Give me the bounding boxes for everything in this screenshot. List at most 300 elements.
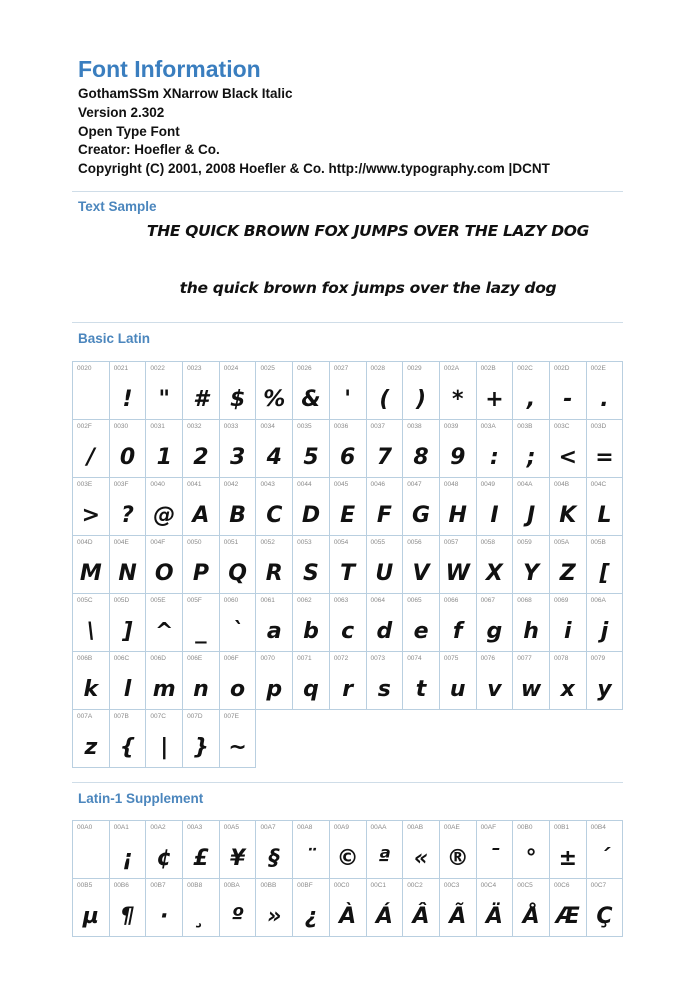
glyph-cell	[146, 821, 183, 879]
glyph-code: 0066	[443, 597, 459, 604]
glyph-cell	[403, 478, 440, 536]
glyph-char: ¸	[195, 904, 207, 929]
glyph-cell	[403, 536, 440, 594]
glyph-char: E	[340, 503, 356, 528]
divider	[72, 191, 623, 192]
glyph-char: !	[122, 387, 133, 412]
glyph-cell	[476, 362, 513, 420]
glyph-char: )	[416, 387, 427, 412]
glyph-char: ?	[121, 503, 134, 528]
glyph-char: #	[193, 387, 209, 412]
glyph-code: 0063	[333, 597, 349, 604]
glyph-cell	[73, 652, 110, 710]
glyph-code: 0047	[407, 481, 422, 488]
glyph-code: 0028	[370, 365, 385, 372]
glyph-code: 0032	[187, 423, 202, 430]
glyph-code: 003A	[480, 423, 496, 430]
glyph-cell	[183, 478, 220, 536]
glyph-char: ¡	[122, 846, 133, 871]
glyph-cell	[293, 362, 330, 420]
glyph-cell	[109, 879, 146, 937]
glyph-char: *	[451, 387, 464, 412]
glyph-code: 00A8	[297, 824, 313, 831]
glyph-char: ª	[378, 846, 391, 871]
glyph-code: 00B1	[553, 824, 570, 831]
glyph-code: 00A3	[187, 824, 203, 831]
glyph-char: ¿	[304, 904, 318, 929]
glyph-char: ,	[526, 387, 536, 412]
glyph-cell	[549, 536, 586, 594]
glyph-char: '	[344, 387, 352, 412]
glyph-code: 0059	[517, 539, 532, 546]
glyph-char: 0	[119, 445, 136, 470]
glyph-char: ^	[155, 619, 174, 644]
glyph-cell	[219, 652, 256, 710]
glyph-code: 0035	[297, 423, 312, 430]
glyph-code: 00BB	[260, 882, 277, 889]
glyph-char: O	[154, 561, 174, 586]
glyph-code: 004F	[150, 539, 166, 546]
glyph-cell	[586, 536, 623, 594]
glyph-code: 0025	[260, 365, 275, 372]
glyph-cell	[476, 821, 513, 879]
glyph-cell	[513, 821, 550, 879]
glyph-char: |	[160, 735, 169, 760]
glyph-char: y	[597, 677, 612, 702]
glyph-code: 003B	[517, 423, 533, 430]
glyph-char: ¢	[156, 846, 172, 871]
glyph-code: 007E	[223, 713, 239, 720]
glyph-char: $	[229, 387, 246, 412]
glyph-cell	[439, 362, 476, 420]
glyph-cell	[146, 594, 183, 652]
glyph-code: 0040	[150, 481, 165, 488]
glyph-cell	[256, 536, 293, 594]
glyph-cell	[219, 821, 256, 879]
glyph-code: 005D	[113, 597, 130, 604]
basic-latin-grid	[72, 361, 623, 768]
glyph-char: M	[79, 561, 102, 586]
glyph-code: 0074	[407, 655, 422, 662]
empty-cell	[329, 710, 366, 768]
glyph-code: 006D	[150, 655, 166, 662]
glyph-cell	[146, 536, 183, 594]
glyph-cell	[513, 362, 550, 420]
glyph-cell	[219, 420, 256, 478]
glyph-code: 005A	[553, 539, 570, 546]
empty-cell	[439, 710, 476, 768]
glyph-cell	[109, 594, 146, 652]
glyph-cell	[439, 478, 476, 536]
glyph-cell	[586, 478, 623, 536]
glyph-char: ;	[526, 445, 536, 470]
glyph-cell	[366, 478, 403, 536]
glyph-char: J	[527, 503, 536, 528]
glyph-code: 00B0	[517, 824, 533, 831]
glyph-char: Ä	[485, 904, 503, 929]
glyph-code: 0043	[260, 481, 275, 488]
glyph-cell	[329, 420, 366, 478]
glyph-char: N	[118, 561, 137, 586]
glyph-code: 00C6	[553, 882, 570, 889]
glyph-cell	[219, 710, 256, 768]
glyph-code: 00C1	[370, 882, 387, 889]
glyph-code: 002D	[553, 365, 570, 372]
glyph-cell	[439, 420, 476, 478]
empty-cell	[586, 710, 623, 768]
glyph-cell	[293, 420, 330, 478]
glyph-char: A	[192, 503, 210, 528]
glyph-code: 0038	[407, 423, 422, 430]
glyph-code: 0051	[223, 539, 239, 546]
glyph-cell	[219, 362, 256, 420]
glyph-code: 0026	[297, 365, 312, 372]
font-creator: Creator: Hoefler & Co.	[78, 142, 220, 157]
glyph-char: f	[452, 619, 463, 644]
glyph-code: 002E	[590, 365, 606, 372]
glyph-cell	[183, 536, 220, 594]
glyph-char: ¶	[120, 904, 135, 929]
glyph-code: 00A1	[113, 824, 129, 831]
glyph-cell	[513, 420, 550, 478]
glyph-code: 00B4	[590, 824, 606, 831]
glyph-code: 0067	[480, 597, 496, 604]
glyph-char: p	[266, 677, 283, 702]
glyph-code: 0077	[517, 655, 532, 662]
glyph-cell	[293, 652, 330, 710]
glyph-cell	[513, 879, 550, 937]
glyph-char: [	[599, 561, 610, 586]
glyph-char: Ã	[449, 904, 467, 929]
glyph-char: ©	[336, 846, 359, 871]
glyph-cell	[73, 420, 110, 478]
glyph-char: `	[232, 619, 244, 644]
glyph-char: i	[564, 619, 572, 644]
glyph-code: 0065	[407, 597, 422, 604]
font-name: GothamSSm XNarrow Black Italic	[78, 86, 293, 101]
glyph-cell	[256, 420, 293, 478]
latin1-grid	[72, 820, 623, 937]
glyph-cell	[476, 594, 513, 652]
empty-cell	[476, 710, 513, 768]
glyph-char: x	[560, 677, 575, 702]
glyph-code: 00C7	[590, 882, 607, 889]
glyph-cell	[109, 536, 146, 594]
glyph-cell	[366, 536, 403, 594]
glyph-code: 0069	[553, 597, 569, 604]
glyph-char: »	[267, 904, 282, 929]
glyph-code: 0050	[187, 539, 202, 546]
glyph-code: 00B5	[77, 882, 93, 889]
glyph-char: "	[158, 387, 170, 412]
glyph-code: 00A7	[260, 824, 276, 831]
glyph-char: ´	[598, 846, 610, 871]
grid-row	[73, 652, 623, 710]
glyph-cell	[549, 594, 586, 652]
glyph-char: o	[230, 677, 246, 702]
glyph-cell	[219, 594, 256, 652]
page-title: Font Information	[78, 56, 261, 82]
glyph-code: 0036	[333, 423, 349, 430]
glyph-char: R	[265, 561, 283, 586]
glyph-char: µ	[82, 904, 99, 929]
glyph-code: 006B	[77, 655, 93, 662]
glyph-char: ¥	[229, 846, 246, 871]
glyph-cell	[403, 420, 440, 478]
glyph-cell	[329, 362, 366, 420]
glyph-code: 00B7	[150, 882, 166, 889]
glyph-cell	[219, 879, 256, 937]
glyph-code: 0057	[443, 539, 459, 546]
grid-row	[73, 478, 623, 536]
glyph-code: 0034	[260, 423, 275, 430]
glyph-char: 1	[156, 445, 172, 470]
glyph-char: %	[263, 387, 286, 412]
glyph-code: 0062	[297, 597, 312, 604]
glyph-cell	[586, 879, 623, 937]
glyph-char: s	[377, 677, 391, 702]
glyph-cell	[513, 478, 550, 536]
glyph-char: 9	[450, 445, 466, 470]
glyph-code: 006E	[187, 655, 203, 662]
glyph-code: 00A5	[223, 824, 239, 831]
glyph-cell	[183, 652, 220, 710]
glyph-code: 005C	[77, 597, 93, 604]
glyph-cell	[146, 652, 183, 710]
glyph-char: C	[266, 503, 283, 528]
glyph-char: Æ	[555, 904, 580, 929]
glyph-char: v	[487, 677, 502, 702]
glyph-code: 0042	[223, 481, 239, 488]
glyph-code: 00A0	[77, 824, 93, 831]
glyph-cell	[476, 536, 513, 594]
glyph-cell	[146, 362, 183, 420]
glyph-cell	[109, 710, 146, 768]
grid-row	[73, 362, 623, 420]
glyph-code: 0041	[187, 481, 202, 488]
glyph-cell	[256, 362, 293, 420]
glyph-cell	[73, 594, 110, 652]
glyph-char: h	[523, 619, 539, 644]
glyph-cell	[549, 821, 586, 879]
glyph-code: 003E	[77, 481, 93, 488]
glyph-cell	[403, 594, 440, 652]
glyph-char: I	[490, 503, 499, 528]
glyph-char: F	[376, 503, 392, 528]
glyph-char: a	[266, 619, 282, 644]
glyph-code: 0054	[333, 539, 349, 546]
glyph-char: u	[449, 677, 466, 702]
glyph-char: }	[193, 735, 209, 760]
glyph-char: Å	[522, 904, 540, 929]
empty-cell	[293, 710, 330, 768]
glyph-char: Y	[523, 561, 540, 586]
glyph-code: 007C	[150, 713, 166, 720]
glyph-cell	[293, 478, 330, 536]
glyph-cell	[109, 652, 146, 710]
glyph-code: 006F	[223, 655, 239, 662]
glyph-cell	[329, 821, 366, 879]
glyph-code: 00AF	[480, 824, 497, 831]
glyph-code: 00A2	[150, 824, 166, 831]
glyph-cell	[476, 652, 513, 710]
glyph-code: 0079	[590, 655, 606, 662]
glyph-cell	[476, 879, 513, 937]
glyph-char: §	[268, 846, 280, 871]
glyph-cell	[366, 879, 403, 937]
glyph-char: l	[123, 677, 132, 702]
grid-row	[73, 879, 623, 937]
glyph-code: 00AA	[370, 824, 387, 831]
glyph-code: 004A	[517, 481, 533, 488]
glyph-code: 00B6	[113, 882, 129, 889]
glyph-cell	[586, 821, 623, 879]
glyph-code: 0078	[553, 655, 569, 662]
glyph-code: 0049	[480, 481, 496, 488]
glyph-cell	[109, 821, 146, 879]
glyph-cell	[219, 478, 256, 536]
glyph-code: 0056	[407, 539, 422, 546]
grid-row	[73, 821, 623, 879]
glyph-cell	[549, 879, 586, 937]
empty-cell	[549, 710, 586, 768]
glyph-code: 003F	[113, 481, 129, 488]
glyph-cell	[256, 478, 293, 536]
glyph-code: 006A	[590, 597, 606, 604]
glyph-cell	[146, 879, 183, 937]
empty-cell	[513, 710, 550, 768]
glyph-code: 0053	[297, 539, 312, 546]
glyph-char: =	[595, 445, 614, 470]
glyph-code: 004D	[77, 539, 93, 546]
glyph-char: w	[520, 677, 542, 702]
glyph-code: 0060	[223, 597, 239, 604]
glyph-code: 004B	[553, 481, 570, 488]
font-version: Version 2.302	[78, 105, 165, 120]
glyph-char: ]	[122, 619, 133, 644]
glyph-cell	[549, 652, 586, 710]
glyph-char: z	[84, 735, 98, 760]
glyph-code: 0024	[223, 365, 239, 372]
glyph-char: \	[86, 619, 95, 644]
glyph-char: <	[558, 445, 577, 470]
glyph-code: 0044	[297, 481, 312, 488]
glyph-code: 00A9	[333, 824, 349, 831]
glyph-char: (	[379, 387, 390, 412]
glyph-cell	[329, 478, 366, 536]
glyph-code: 00C5	[517, 882, 533, 889]
glyph-cell	[73, 478, 110, 536]
glyph-char: V	[412, 561, 430, 586]
glyph-code: 00C4	[480, 882, 497, 889]
glyph-cell	[549, 362, 586, 420]
glyph-cell	[293, 536, 330, 594]
glyph-char: U	[375, 561, 394, 586]
glyph-cell	[73, 710, 110, 768]
glyph-code: 00C0	[333, 882, 350, 889]
glyph-code: 0071	[297, 655, 312, 662]
glyph-cell	[403, 879, 440, 937]
glyph-char: j	[600, 619, 609, 644]
glyph-char: -	[563, 387, 573, 412]
glyph-code: 0023	[187, 365, 202, 372]
empty-cell	[403, 710, 440, 768]
glyph-code: 002C	[517, 365, 533, 372]
glyph-char: /	[86, 445, 95, 470]
glyph-char: «	[413, 846, 429, 871]
glyph-char: £	[193, 846, 209, 871]
glyph-cell	[146, 710, 183, 768]
glyph-code: 00B8	[187, 882, 203, 889]
glyph-cell	[256, 594, 293, 652]
empty-cell	[256, 710, 293, 768]
glyph-code: 0072	[333, 655, 349, 662]
glyph-code: 00AB	[407, 824, 424, 831]
section-heading-basic-latin: Basic Latin	[78, 331, 151, 346]
glyph-cell	[219, 536, 256, 594]
glyph-cell	[439, 652, 476, 710]
glyph-char: ~	[228, 735, 247, 760]
glyph-code: 0022	[150, 365, 165, 372]
glyph-char: Â	[412, 904, 430, 929]
glyph-cell	[513, 594, 550, 652]
glyph-code: 0031	[150, 423, 165, 430]
glyph-code: 0076	[480, 655, 496, 662]
glyph-code: 00BF	[297, 882, 313, 889]
glyph-char: r	[342, 677, 354, 702]
glyph-code: 0020	[77, 365, 92, 372]
glyph-char: X	[485, 561, 503, 586]
glyph-cell	[366, 362, 403, 420]
glyph-cell	[183, 594, 220, 652]
grid-row	[73, 710, 623, 768]
glyph-cell	[183, 420, 220, 478]
glyph-cell	[329, 879, 366, 937]
glyph-char: G	[412, 503, 431, 528]
glyph-cell	[366, 420, 403, 478]
glyph-cell	[256, 652, 293, 710]
glyph-char: .	[600, 387, 609, 412]
glyph-char: Z	[559, 561, 576, 586]
glyph-code: 004E	[113, 539, 129, 546]
glyph-char: 3	[229, 445, 246, 470]
glyph-cell	[439, 879, 476, 937]
sample-lowercase: the quick brown fox jumps over the lazy dog	[179, 279, 557, 297]
glyph-cell	[73, 879, 110, 937]
glyph-char: °	[525, 846, 537, 871]
glyph-char: Q	[228, 561, 247, 586]
glyph-code: 003D	[590, 423, 607, 430]
glyph-char: g	[486, 619, 503, 644]
glyph-code: 0052	[260, 539, 275, 546]
divider	[72, 322, 623, 323]
glyph-char: 7	[376, 445, 392, 470]
glyph-code: 002B	[480, 365, 496, 372]
glyph-cell	[256, 821, 293, 879]
glyph-cell	[586, 362, 623, 420]
glyph-char: {	[119, 735, 136, 760]
glyph-char: Ç	[596, 904, 613, 929]
glyph-cell	[476, 420, 513, 478]
glyph-code: 00BA	[223, 882, 240, 889]
glyph-code: 005B	[590, 539, 606, 546]
glyph-code: 0030	[113, 423, 129, 430]
glyph-cell	[366, 821, 403, 879]
glyph-cell	[183, 821, 220, 879]
glyph-cell	[73, 536, 110, 594]
glyph-char: S	[303, 561, 319, 586]
glyph-code: 0046	[370, 481, 385, 488]
